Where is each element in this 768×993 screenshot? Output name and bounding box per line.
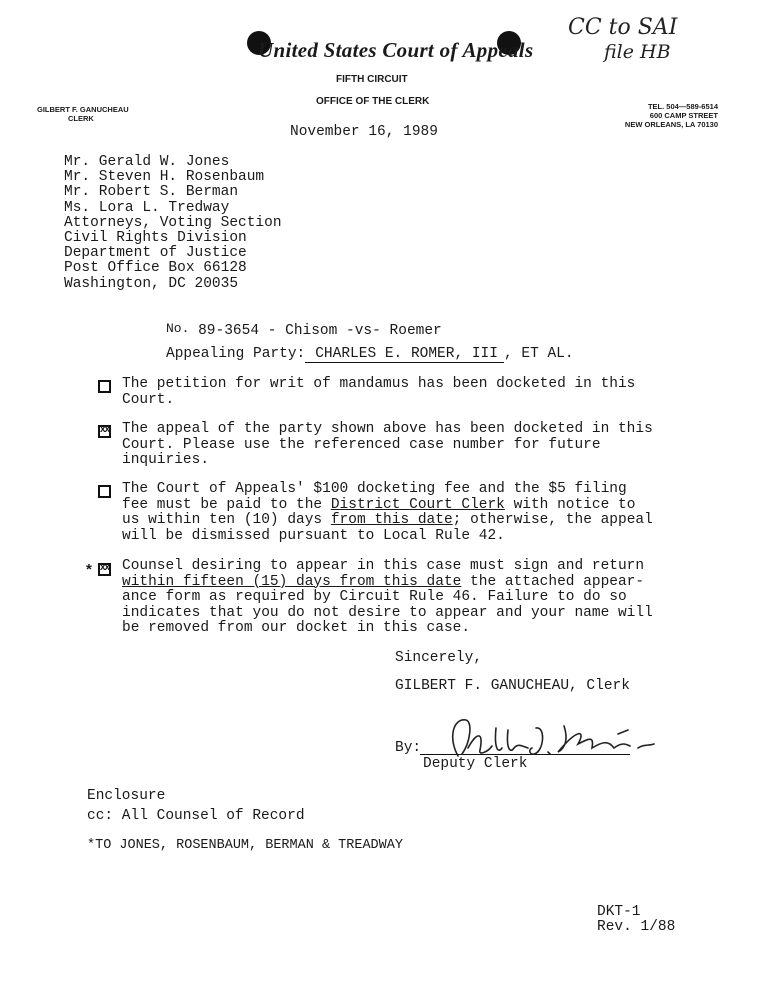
mandamus-text — [122, 377, 635, 408]
fee-from-this-date: from this date — [330, 512, 453, 529]
address-block — [64, 155, 282, 292]
counsel-line: be removed from our docket in this case. — [122, 620, 471, 637]
court-phone: TEL. 504—589-6514 — [647, 102, 718, 111]
mandamus-line: Court. — [122, 391, 175, 408]
counsel-line — [122, 575, 653, 591]
address-line: Post Office Box 66128 — [64, 260, 247, 277]
clerk-name: GILBERT F. GANUCHEAU — [37, 105, 129, 114]
letter-date: November 16, 1989 — [290, 124, 438, 140]
case-number-line — [166, 321, 442, 339]
address-line: Washington, DC 20035 — [64, 275, 239, 292]
counsel-checkbox — [98, 563, 111, 576]
form-revision: Rev. 1/88 — [597, 919, 676, 936]
form-code: DKT-1 — [597, 904, 641, 920]
court-address-block — [610, 102, 718, 129]
address-line: Attorneys, Voting Section — [64, 214, 282, 231]
circuit-name: FIFTH CIRCUIT — [336, 74, 408, 85]
by-label: By: — [395, 740, 422, 756]
enclosure-label: Enclosure — [87, 788, 166, 804]
fee-text-span: ; otherwise, the appeal — [452, 512, 653, 529]
address-line: Department of Justice — [64, 245, 247, 262]
counsel-line: Counsel desiring to appear in this case must sign and return — [122, 558, 645, 574]
address-line: Civil Rights Division — [64, 229, 247, 246]
appealing-party-line — [166, 346, 574, 363]
clerk-title: CLERK — [68, 114, 94, 123]
court-city: NEW ORLEANS, LA 70130 — [624, 120, 718, 129]
counsel-star: * — [86, 561, 92, 578]
closing-signer: GILBERT F. GANUCHEAU, Clerk — [395, 678, 630, 694]
to-line: *TO JONES, ROSENBAUM, BERMAN & TREADWAY — [87, 838, 403, 853]
appealing-party-name: CHARLES E. ROMER, III — [315, 346, 498, 362]
appealing-party-field — [305, 346, 504, 363]
handwritten-note-line1: CC to SAI — [568, 15, 678, 40]
handwritten-note-line2: file HB — [604, 41, 671, 63]
court-name: United States Court of Appeals — [258, 38, 534, 62]
case-number: 89-3654 - Chisom -vs- Roemer — [198, 323, 442, 339]
counsel-line: indicates that you do not desire to appear and your name will — [122, 604, 653, 621]
counsel-text-span: the attached appear- — [461, 573, 645, 590]
clerk-block — [37, 105, 129, 123]
fee-text — [122, 482, 653, 544]
appeal-docketed-checkbox — [98, 425, 111, 438]
appeal-docketed-line: The appeal of the party shown above has been docketed in this — [122, 421, 653, 437]
counsel-text — [122, 559, 653, 637]
appeal-docketed-text — [122, 422, 653, 469]
address-line: Mr. Gerald W. Jones — [64, 154, 230, 170]
handwritten-note — [568, 16, 677, 64]
mandamus-checkbox — [98, 380, 111, 393]
address-line: Mr. Robert S. Berman — [64, 184, 239, 201]
fee-district-clerk: District Court Clerk — [330, 496, 505, 513]
fee-line: The Court of Appeals' $100 docketing fee and the $5 filing — [122, 481, 627, 497]
fee-line: will be dismissed pursuant to Local Rule 42. — [122, 527, 505, 544]
cc-line: cc: All Counsel of Record — [87, 808, 305, 824]
office-name: OFFICE OF THE CLERK — [316, 96, 430, 107]
case-no-label: No. — [166, 321, 190, 336]
form-code-block — [597, 905, 675, 935]
appealing-party-suffix: , ET AL. — [503, 346, 574, 362]
counsel-deadline: within fifteen (15) days from this date — [122, 573, 462, 590]
fee-text-span: us within ten (10) days — [122, 512, 331, 529]
appealing-party-label: Appealing Party: — [166, 346, 306, 362]
counsel-line: ance form as required by Circuit Rule 46. Failure to do so — [122, 589, 627, 606]
deputy-clerk-label: Deputy Clerk — [423, 756, 528, 772]
court-street: 600 CAMP STREET — [649, 111, 718, 120]
closing-sincerely: Sincerely, — [395, 650, 483, 666]
appeal-docketed-line: inquiries. — [122, 452, 210, 469]
fee-line — [122, 498, 653, 514]
fee-checkbox — [98, 485, 111, 498]
appeal-docketed-line: Court. Please use the referenced case number for future — [122, 436, 601, 453]
address-line: Mr. Steven H. Rosenbaum — [64, 169, 265, 186]
fee-line — [122, 513, 653, 529]
fee-text-span: with notice to — [504, 496, 636, 513]
mandamus-line: The petition for writ of mandamus has been docketed in this — [122, 376, 636, 392]
address-line: Ms. Lora L. Tredway — [64, 199, 230, 216]
fee-text-span: fee must be paid to the — [122, 496, 331, 513]
